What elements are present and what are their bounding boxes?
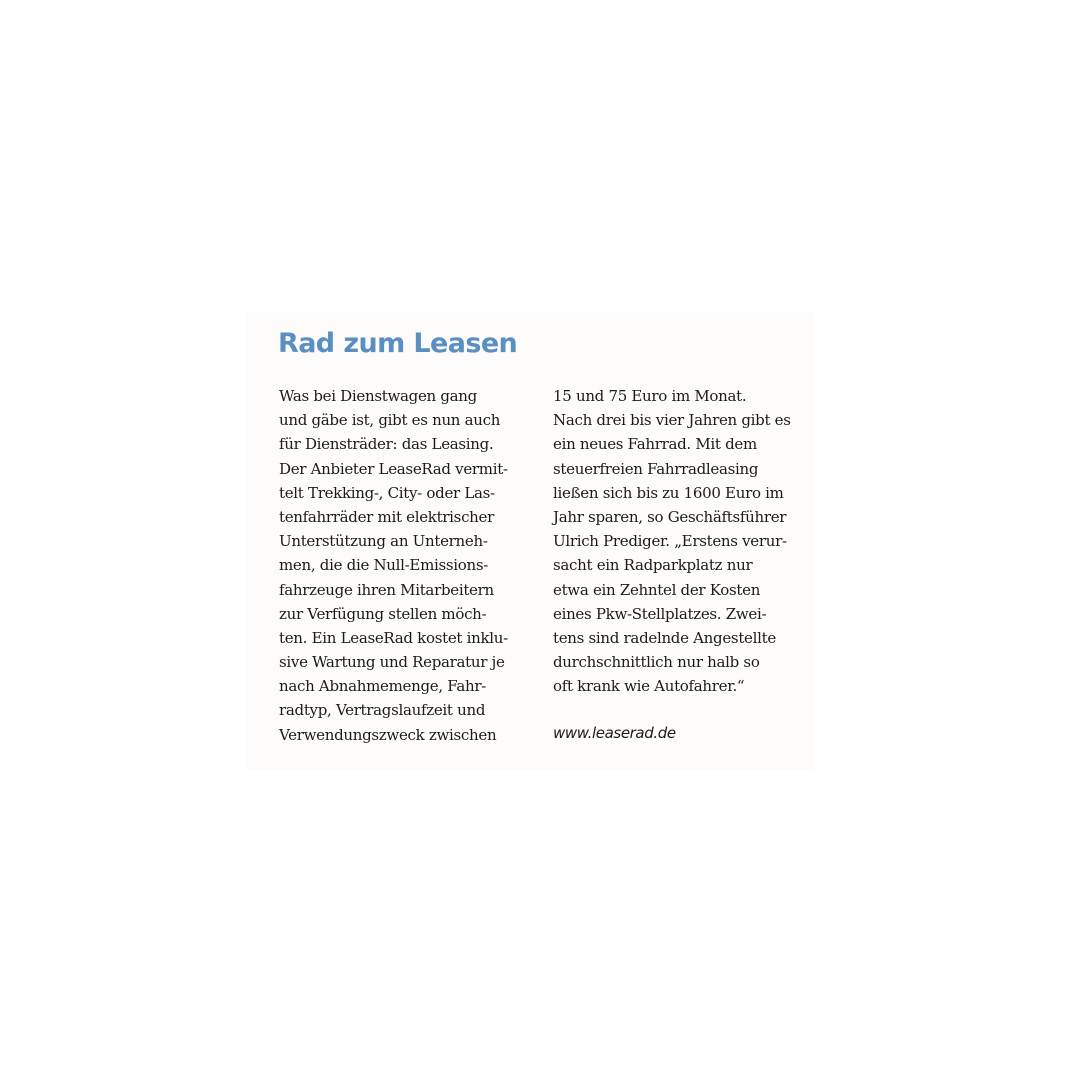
text-line: tens sind radelnde Angestellte	[553, 628, 776, 647]
text-line: radtyp, Vertragslaufzeit und	[279, 701, 486, 720]
text-line: ten. Ein LeaseRad kostet inklu-	[279, 628, 508, 647]
article-headline: Rad zum Leasen	[278, 328, 518, 359]
article-column-right	[553, 384, 815, 698]
text-line: Ulrich Prediger. „Erstens verur-	[553, 532, 787, 551]
text-line: eines Pkw-Stellplatzes. Zwei-	[553, 604, 767, 623]
text-line: sive Wartung und Reparatur je	[279, 653, 505, 672]
text-line: 15 und 75 Euro im Monat.	[553, 387, 747, 405]
text-line: durchschnittlich nur halb so	[553, 653, 760, 672]
text-line: telt Trekking-, City- oder Las-	[279, 483, 495, 502]
text-line: Unterstützung an Unterneh-	[279, 532, 488, 551]
article-column-left	[279, 384, 541, 747]
text-line: Der Anbieter LeaseRad vermit-	[279, 459, 508, 478]
text-line: Was bei Dienstwagen gang	[279, 387, 477, 405]
text-line: fahrzeuge ihren Mitarbeitern	[279, 580, 494, 599]
text-line: oft krank wie Autofahrer.“	[553, 677, 745, 696]
text-line: sacht ein Radparkplatz nur	[553, 556, 753, 575]
text-line: nach Abnahmemenge, Fahr-	[279, 677, 487, 696]
text-line: Jahr sparen, so Geschäftsführer	[553, 507, 787, 526]
text-line: tenfahrräder mit elektrischer	[279, 507, 494, 526]
text-line: Nach drei bis vier Jahren gibt es	[553, 411, 791, 430]
article-url: www.leaserad.de	[553, 724, 676, 742]
text-line: etwa ein Zehntel der Kosten	[553, 580, 761, 599]
text-line: Verwendungszweck zwischen	[279, 725, 497, 744]
text-line: ein neues Fahrrad. Mit dem	[553, 435, 757, 454]
text-line: men, die die Null-Emissions-	[279, 556, 489, 575]
text-line: ließen sich bis zu 1600 Euro im	[553, 483, 784, 502]
text-line: für Diensträder: das Leasing.	[279, 435, 494, 454]
text-line: zur Verfügung stellen möch-	[279, 604, 487, 623]
text-line: steuerfreien Fahrradleasing	[553, 459, 759, 478]
text-line: und gäbe ist, gibt es nun auch	[279, 411, 501, 430]
